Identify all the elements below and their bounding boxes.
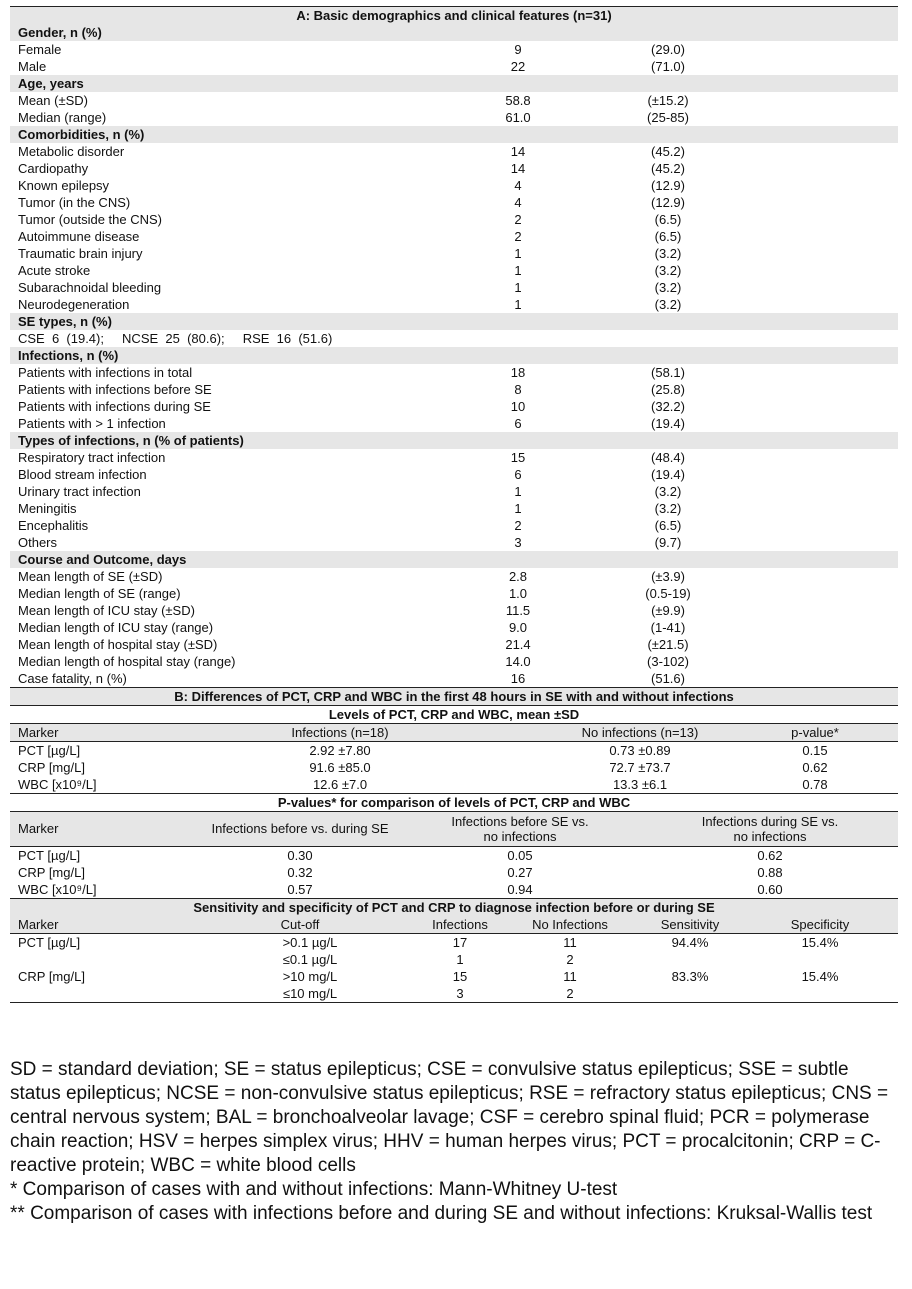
pvalues-header-row — [10, 811, 898, 846]
table-row — [10, 500, 898, 517]
section-a-title: A: Basic demographics and clinical features (n=31) — [10, 6, 898, 24]
table-row — [10, 636, 898, 653]
table-row — [10, 92, 898, 109]
table-row — [10, 881, 898, 898]
sensitivity-cell: 94.4% — [671, 935, 709, 950]
table-row — [10, 228, 898, 245]
row-label: Male — [18, 59, 47, 74]
pvalues-h-during-vs-none-b: no infections — [733, 829, 807, 844]
levels-h-marker: Marker — [18, 725, 59, 740]
row-percent: (3.2) — [654, 280, 682, 295]
cutoff-cell: ≤0.1 µg/L — [282, 952, 338, 967]
row-count: 9 — [514, 42, 522, 57]
row-percent: (3-102) — [647, 654, 689, 669]
row-count: 6 — [514, 467, 522, 482]
table-row — [10, 194, 898, 211]
table-row — [10, 619, 898, 636]
row-label: Tumor (outside the CNS) — [18, 212, 163, 227]
row-count: 1 — [514, 263, 522, 278]
row-count: 16 — [510, 671, 526, 686]
table-row — [10, 759, 898, 776]
table-row — [10, 742, 898, 759]
row-percent: (±9.9) — [651, 603, 685, 618]
row-label: Mean length of SE (±SD) — [18, 569, 163, 584]
row-count: 1 — [514, 297, 522, 312]
row-percent: (12.9) — [651, 195, 685, 210]
table-row — [10, 585, 898, 602]
table-row — [10, 602, 898, 619]
group-label: Course and Outcome, days — [10, 551, 898, 568]
row-percent: (48.4) — [651, 450, 685, 465]
group-label: Types of infections, n (% of patients) — [10, 432, 898, 449]
marker-cell: PCT [µg/L] — [18, 743, 81, 758]
row-label: Patients with > 1 infection — [18, 416, 166, 431]
table-row — [10, 381, 898, 398]
table-row — [10, 951, 898, 968]
group-label: Comorbidities, n (%) — [10, 126, 898, 143]
row-percent: (6.5) — [654, 212, 682, 227]
section-b — [10, 687, 898, 1003]
pvalues-title: P-values* for comparison of levels of PCT, CRP and WBC — [10, 793, 898, 811]
marker-cell: CRP [mg/L] — [18, 969, 85, 984]
row-label: Known epilepsy — [18, 178, 110, 193]
row-percent: (3.2) — [654, 297, 682, 312]
table-row — [10, 670, 898, 687]
row-percent: (71.0) — [651, 59, 685, 74]
pvalue-cell: 0.62 — [802, 760, 828, 775]
table-row — [10, 847, 898, 864]
no-infections-cell: 2 — [566, 986, 574, 1001]
no-infections-cell: 11 — [563, 969, 577, 984]
table-row — [10, 109, 898, 126]
row-count: 22 — [510, 59, 526, 74]
infections-cell: 3 — [456, 986, 464, 1001]
row-percent: (±21.5) — [647, 637, 689, 652]
no-infections-cell: 11 — [563, 935, 577, 950]
marker-cell: PCT [µg/L] — [18, 935, 81, 950]
group-label: Age, years — [10, 75, 898, 92]
sens-h-infections: Infections — [432, 917, 488, 932]
before-none-cell: 0.94 — [507, 882, 533, 897]
row-percent: (3.2) — [654, 501, 682, 516]
table-row — [10, 653, 898, 670]
no-infections-cell: 13.3 ±6.1 — [612, 777, 668, 792]
table-row — [10, 415, 898, 432]
row-percent: (3.2) — [654, 484, 682, 499]
table-row — [10, 398, 898, 415]
footnote-double-star: ** Comparison of cases with infections before and during SE and without infections: Kruksal-Wallis test — [10, 1203, 873, 1224]
table-row — [10, 968, 898, 985]
row-label: Autoimmune disease — [18, 229, 140, 244]
row-label: Patients with infections in total — [18, 365, 193, 380]
table-row — [10, 985, 898, 1002]
sensitivity-table — [10, 898, 898, 1003]
row-percent: (29.0) — [651, 42, 685, 57]
specificity-cell: 15.4% — [801, 935, 839, 950]
table-row — [10, 245, 898, 262]
marker-cell: CRP [mg/L] — [18, 760, 85, 775]
table-row — [10, 41, 898, 58]
group-label: SE types, n (%) — [10, 313, 898, 330]
row-count: 1 — [514, 484, 522, 499]
row-label: Female — [18, 42, 62, 57]
row-count: 2.8 — [508, 569, 528, 584]
during-none-cell: 0.88 — [757, 865, 783, 880]
row-percent: (3.2) — [654, 263, 682, 278]
row-count: 2 — [514, 518, 522, 533]
table-row — [10, 296, 898, 313]
pvalue-cell: 0.15 — [802, 743, 828, 758]
pvalues-h-before-vs-none-b: no infections — [483, 829, 557, 844]
specificity-cell: 15.4% — [801, 969, 839, 984]
row-label: Metabolic disorder — [18, 144, 125, 159]
row-percent: (12.9) — [651, 178, 685, 193]
section-a — [10, 6, 898, 687]
sens-h-no-infections: No Infections — [532, 917, 608, 932]
table-row — [10, 211, 898, 228]
table-row — [10, 364, 898, 381]
table-row — [10, 934, 898, 951]
row-label: Neurodegeneration — [18, 297, 130, 312]
table-row — [10, 534, 898, 551]
table-row — [10, 864, 898, 881]
no-infections-cell: 72.7 ±73.7 — [609, 760, 671, 775]
row-label: Blood stream infection — [18, 467, 147, 482]
cutoff-cell: >0.1 µg/L — [282, 935, 338, 950]
row-label: Mean length of ICU stay (±SD) — [18, 603, 195, 618]
infections-cell: 2.92 ±7.80 — [309, 743, 371, 758]
row-count: 1 — [514, 246, 522, 261]
row-label: Traumatic brain injury — [18, 246, 143, 261]
before-during-cell: 0.32 — [287, 865, 313, 880]
row-label: Mean length of hospital stay (±SD) — [18, 637, 218, 652]
row-count: 3 — [514, 535, 522, 550]
marker-cell: PCT [µg/L] — [18, 848, 81, 863]
sens-h-specificity: Specificity — [790, 917, 850, 932]
row-count: 11.5 — [505, 603, 531, 618]
row-count: 15 — [510, 450, 526, 465]
pvalues-h-marker: Marker — [18, 821, 59, 836]
infections-cell: 12.6 ±7.0 — [312, 777, 368, 792]
group-label: Gender, n (%) — [10, 24, 898, 41]
row-count: 1.0 — [508, 586, 528, 601]
row-percent: (19.4) — [651, 467, 685, 482]
row-label: Median length of hospital stay (range) — [18, 654, 236, 669]
data-table — [10, 6, 898, 1003]
table-row — [10, 160, 898, 177]
levels-table — [10, 705, 898, 793]
row-percent: (58.1) — [651, 365, 685, 380]
row-count: 18 — [510, 365, 526, 380]
row-label: Subarachnoidal bleeding — [18, 280, 162, 295]
levels-h-no-infections: No infections (n=13) — [581, 725, 699, 740]
row-label: Tumor (in the CNS) — [18, 195, 131, 210]
row-count: 10 — [510, 399, 526, 414]
row-count: 14.0 — [505, 654, 531, 669]
row-count: 2 — [514, 229, 522, 244]
row-percent: (45.2) — [651, 144, 685, 159]
before-none-cell: 0.27 — [507, 865, 533, 880]
row-count: 6 — [514, 416, 522, 431]
table-row — [10, 466, 898, 483]
row-count: 4 — [514, 178, 522, 193]
row-label: Cardiopathy — [18, 161, 89, 176]
row-label: Mean (±SD) — [18, 93, 88, 108]
cutoff-cell: ≤10 mg/L — [282, 986, 338, 1001]
row-percent: (1-41) — [650, 620, 686, 635]
table-row — [10, 517, 898, 534]
row-percent: (25.8) — [651, 382, 685, 397]
abbreviations-note: SD = standard deviation; SE = status epilepticus; CSE = convulsive status epilepticus; SSE = subtle status epilepticus; NCSE = non-convulsive status epilepticus; RSE = refractory status epilepticus; CNS = central nervous system; BAL = bronchoalveolar lavage; CSF = cerebro spinal fluid; PCR = polymerase chain reaction; HSV = herpes simplex virus; HHV = human herpes virus; PCT = procalcitonin; CRP = C-reactive protein; WBC = white blood cells — [10, 1059, 889, 1176]
row-percent: (19.4) — [651, 416, 685, 431]
row-percent: (±15.2) — [647, 93, 689, 108]
marker-cell: WBC [x10⁹/L] — [18, 777, 97, 792]
table-row — [10, 143, 898, 160]
row-percent: (6.5) — [654, 518, 682, 533]
table-row — [10, 279, 898, 296]
sens-h-cutoff: Cut-off — [280, 917, 320, 932]
row-label: Case fatality, n (%) — [18, 671, 127, 686]
se-types-text: CSE 6 (19.4); NCSE 25 (80.6); RSE 16 (51.6) — [18, 331, 333, 346]
row-percent: (45.2) — [651, 161, 685, 176]
row-label: Patients with infections during SE — [18, 399, 211, 414]
marker-cell: CRP [mg/L] — [18, 865, 85, 880]
infections-cell: 1 — [456, 952, 464, 967]
row-label: Encephalitis — [18, 518, 89, 533]
levels-h-pvalue: p-value* — [791, 725, 839, 740]
pvalues-table — [10, 793, 898, 898]
row-count: 21.4 — [505, 637, 531, 652]
table-row — [10, 262, 898, 279]
levels-title: Levels of PCT, CRP and WBC, mean ±SD — [10, 705, 898, 723]
before-none-cell: 0.05 — [507, 848, 533, 863]
row-count: 14 — [510, 144, 526, 159]
row-count: 2 — [514, 212, 522, 227]
cutoff-cell: >10 mg/L — [282, 969, 338, 984]
during-none-cell: 0.62 — [757, 848, 783, 863]
infections-cell: 17 — [452, 935, 468, 950]
table-row — [10, 776, 898, 793]
levels-h-infections: Infections (n=18) — [291, 725, 389, 740]
row-count: 4 — [514, 195, 522, 210]
row-count: 58.8 — [505, 93, 531, 108]
table-row — [10, 449, 898, 466]
sens-h-marker: Marker — [18, 917, 59, 932]
row-percent: (25-85) — [647, 110, 689, 125]
row-label: Urinary tract infection — [18, 484, 141, 499]
table-row — [10, 568, 898, 585]
row-label: Median length of ICU stay (range) — [18, 620, 214, 635]
row-label: Others — [18, 535, 58, 550]
row-count: 61.0 — [505, 110, 531, 125]
row-percent: (3.2) — [654, 246, 682, 261]
footnote-single-star: * Comparison of cases with and without infections: Mann-Whitney U-test — [10, 1179, 618, 1200]
footnotes — [10, 1058, 900, 1226]
row-label: Median length of SE (range) — [18, 586, 181, 601]
sensitivity-cell: 83.3% — [671, 969, 709, 984]
row-count: 8 — [514, 382, 522, 397]
row-label: Meningitis — [18, 501, 77, 516]
row-percent: (0.5-19) — [645, 586, 691, 601]
row-label: Acute stroke — [18, 263, 91, 278]
row-label: Respiratory tract infection — [18, 450, 166, 465]
during-none-cell: 0.60 — [757, 882, 783, 897]
se-types-row — [10, 330, 898, 347]
row-percent: (6.5) — [654, 229, 682, 244]
before-during-cell: 0.30 — [287, 848, 313, 863]
row-percent: (9.7) — [654, 535, 682, 550]
row-count: 14 — [510, 161, 526, 176]
before-during-cell: 0.57 — [287, 882, 313, 897]
pvalue-cell: 0.78 — [802, 777, 828, 792]
no-infections-cell: 0.73 ±0.89 — [609, 743, 671, 758]
row-label: Patients with infections before SE — [18, 382, 212, 397]
table-row — [10, 483, 898, 500]
table-row — [10, 58, 898, 75]
row-percent: (51.6) — [651, 671, 685, 686]
infections-cell: 15 — [452, 969, 468, 984]
row-count: 9.0 — [508, 620, 528, 635]
row-label: Median (range) — [18, 110, 107, 125]
marker-cell: WBC [x10⁹/L] — [18, 882, 97, 897]
row-count: 1 — [514, 280, 522, 295]
pvalues-h-during-vs-none-a: Infections during SE vs. — [701, 814, 839, 829]
table-row — [10, 177, 898, 194]
sens-header-row — [10, 916, 898, 933]
pvalues-h-before-during: Infections before vs. during SE — [211, 821, 389, 836]
section-b-title: B: Differences of PCT, CRP and WBC in the first 48 hours in SE with and without infections — [10, 687, 898, 705]
group-label: Infections, n (%) — [10, 347, 898, 364]
pvalues-h-before-vs-none-a: Infections before SE vs. — [451, 814, 589, 829]
sens-title: Sensitivity and specificity of PCT and CRP to diagnose infection before or during SE — [10, 898, 898, 916]
row-count: 1 — [514, 501, 522, 516]
row-percent: (±3.9) — [651, 569, 685, 584]
levels-header-row — [10, 723, 898, 741]
infections-cell: 91.6 ±85.0 — [309, 760, 371, 775]
row-percent: (32.2) — [651, 399, 685, 414]
sens-h-sensitivity: Sensitivity — [660, 917, 720, 932]
no-infections-cell: 2 — [566, 952, 574, 967]
